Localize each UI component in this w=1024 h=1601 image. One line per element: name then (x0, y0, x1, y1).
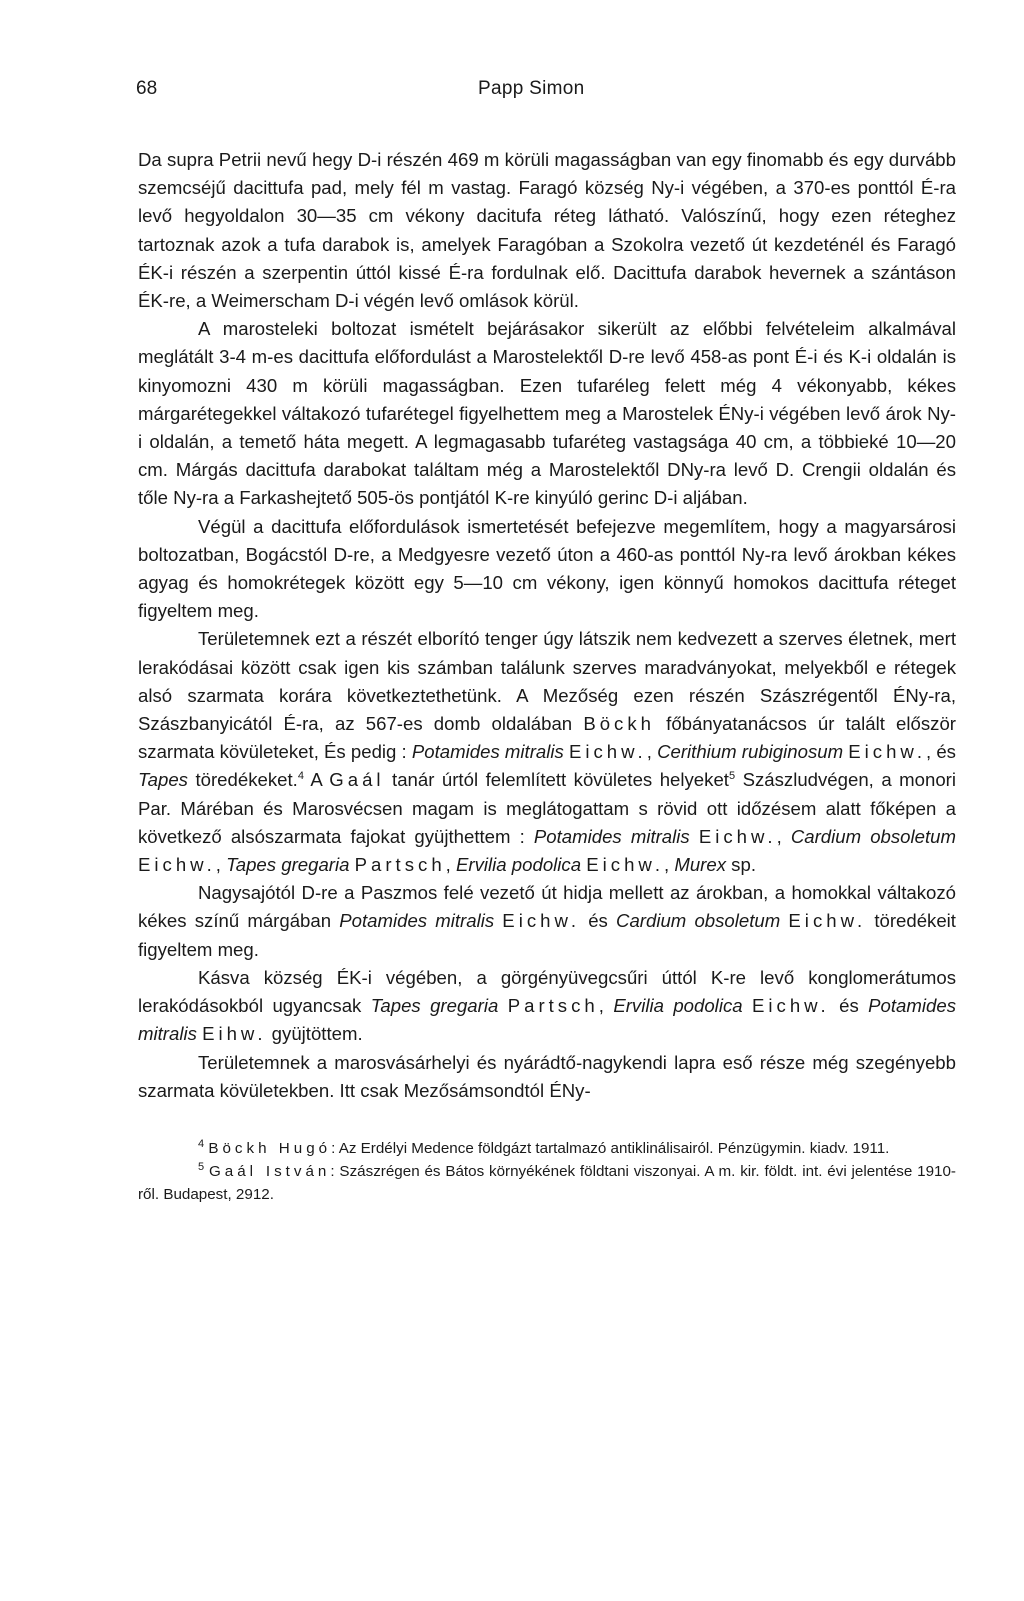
text-run (498, 995, 507, 1016)
species-author: Eichw. (502, 910, 581, 932)
paragraph-7: Területemnek a marosvásárhelyi és nyárádtő-nagykendi lapra eső része még szegényebb szarmata kövületekben. Itt csak Mezősámsondtól ÉNy- (138, 1051, 956, 1101)
paragraph-3: Végül a dacittufa előfordulások ismertetését befejezve megemlítem, hogy a magyarsárosi boltozatban, Bogácstól D-re, a Medgyesre vezető úton a 460-as ponttól Ny-ra levő árokban kékes agyag és homokrétegek között egy 5—10 cm vékony, igen könnyű homokos dacittufa réteget figyeltem meg. (138, 515, 956, 622)
footnote-mark: 4 (198, 1137, 205, 1150)
text-run: , (598, 995, 614, 1017)
text-run: , (646, 741, 658, 763)
footnote-mark: 5 (198, 1160, 205, 1173)
footnote-author: Gaál István (208, 1162, 331, 1180)
text-run: töredékeket. (187, 769, 298, 791)
text-run: sp. (726, 854, 756, 876)
paragraph-2: A marosteleki boltozat ismételt bejárásakor sikerült az előbbi felvételeim alkalmával meglátált 3-4 m-es dacittufa előfordulást a Marostelektől D-re levő 458-as pont É-i és K-i oldalán is kinyomozni 430 m körüli magasságban. Ezen tufaréleg felett még 4 vékonyabb, kékes márgarétegekkel váltakozó tufarétegel figyelhettem meg a Marostelek ÉNy-i végében levő árok Ny-i oldalán, a temető háta megett. A legmagasabb tufaréteg vastagsága 40 cm, a többieké 10—20 cm. Márgás dacittufa darabokat találtam még a Marostelektől DNy-ra levő D. Crengii oldalán és tőle Ny-ra a Farkashejtető 505-ös pontjától K-re kinyúló gerinc D-i aljában. (138, 318, 956, 509)
species-name: Cerithium rubiginosum (657, 741, 844, 763)
species-name: Tapes gregaria (226, 854, 350, 876)
paragraph-5 (138, 879, 956, 964)
text-run: , (445, 854, 457, 876)
species-author: Partsch (354, 854, 446, 876)
species-name: Potamides mitralis (339, 910, 495, 932)
page-number: 68 (136, 78, 158, 99)
text-run: tanár úrtól felemlített kövületes helyeket (384, 769, 729, 791)
paragraph-1: Da supra Petrii nevű hegy D-i részén 469 m körüli magasságban van egy finomabb és egy durvább szemcséjű dacittufa pad, mely fél m vastag. Faragó község Ny-i végében, a 370-es ponttól É-ra levő hegyoldalon 30—35 cm vékony dacitufa réteg látható. Valószínű, hogy ezen réteghez tartoznak azok a tufa darabok is, amelyek Faragóban a Szokolra vezető út kezdeténél és Faragó ÉK-i részén a szerpentin úttól kissé É-ra fordulnak elő. Dacittufa darabok hevernek a szántáson ÉK-re, a Weimerscham D-i végén levő omlások körül. (138, 149, 956, 312)
footnote-ref-4[interactable]: 4 (297, 770, 304, 783)
species-author: Eichw. (788, 910, 867, 932)
author-name: Böckh (583, 713, 655, 735)
text-run: A (303, 769, 330, 791)
footnote-text: : Szászrégen és Bátos környékének földtani viszonyai. A m. kir. földt. int. évi jelentése 1910-ről. Budapest, 2912. (138, 1162, 956, 1203)
running-head (138, 70, 956, 106)
footnote-5 (138, 1160, 956, 1206)
species-name: Murex (674, 854, 727, 876)
species-author: Eichw. (698, 825, 777, 847)
species-author: Partsch (507, 995, 599, 1017)
text-run (743, 995, 752, 1016)
species-name: Potamides mitralis (533, 825, 690, 847)
footnote-author: Böckh Hugó (208, 1139, 332, 1157)
species-name: Cardium obsoletum (616, 910, 781, 932)
text-run: és (829, 995, 869, 1017)
text-run: töredékeit figyeltem meg. (138, 910, 956, 960)
text-run: és (580, 910, 617, 932)
species-name: Tapes (138, 769, 188, 791)
book-page (138, 70, 956, 1570)
text-run: , és (926, 741, 956, 763)
text-run: Kásva község ÉK-i végében, a görgényüvegcsűri úttól K-re levő konglomerátumos lerakódásokból ugyancsak (138, 966, 956, 1017)
species-name: Potamides mitralis (411, 741, 564, 763)
body-text (138, 146, 956, 1105)
species-author: Eichw. (568, 741, 647, 763)
species-author: Eichw. (848, 741, 926, 763)
footnote-4 (138, 1137, 956, 1160)
paragraph-6 (138, 964, 956, 1049)
species-author: Eichw. (586, 854, 664, 876)
species-name: Ervilia podolica (613, 995, 743, 1017)
text-run (690, 826, 699, 847)
text-run: Szászludvégen, a monori Par. Máréban és Marosvécsen magam is meglátogattam s rövid ott időzésem alatt főképen a következő alsószarmata fajokat gyüjthettem : (138, 769, 956, 847)
running-title: Papp Simon (478, 78, 585, 99)
text-run: Területemnek ezt a részét elborító tenger úgy látszik nem kedvezett a szerves életnek, mert lerakódásai között csak igen kis számban találunk szerves maradványokat, melyekből e rétegek alsó szarmata korára következtethetünk. A Mezőség ezen részén Szászrégentől ÉNy-ra, Szászbanyicától É-ra, az 567-es domb oldalában (138, 628, 956, 735)
footnotes (138, 1137, 956, 1206)
text-run: , (215, 854, 227, 876)
text-run: , (664, 854, 675, 876)
species-name: Ervilia podolica (456, 854, 582, 876)
text-run: , (776, 825, 791, 847)
text-run: gyüjtöttem. (266, 1023, 363, 1045)
paragraph-4 (138, 625, 956, 879)
text-run: Nagysajótól D-re a Paszmos felé vezető út hidja mellett az árokban, a homokkal váltakozó kékes színű márgában (138, 882, 956, 932)
species-author: Eichw. (138, 854, 216, 876)
species-name: Cardium obsoletum (790, 825, 956, 847)
footnote-text: : Az Erdélyi Medence földgázt tartalmazó antiklinálisairól. Pénzügymin. kiadv. 1911. (331, 1139, 890, 1157)
footnote-ref-5[interactable]: 5 (728, 770, 736, 783)
species-name: Tapes gregaria (370, 995, 499, 1017)
species-author: Eihw. (202, 1023, 267, 1045)
text-run: főbányatanácsos úr talált először szarmata kövületeket, És pedig : (138, 713, 956, 763)
species-name: Potamides mitralis (138, 995, 956, 1045)
species-author: Eichw. (751, 995, 830, 1017)
author-name: Gaál (329, 769, 385, 791)
